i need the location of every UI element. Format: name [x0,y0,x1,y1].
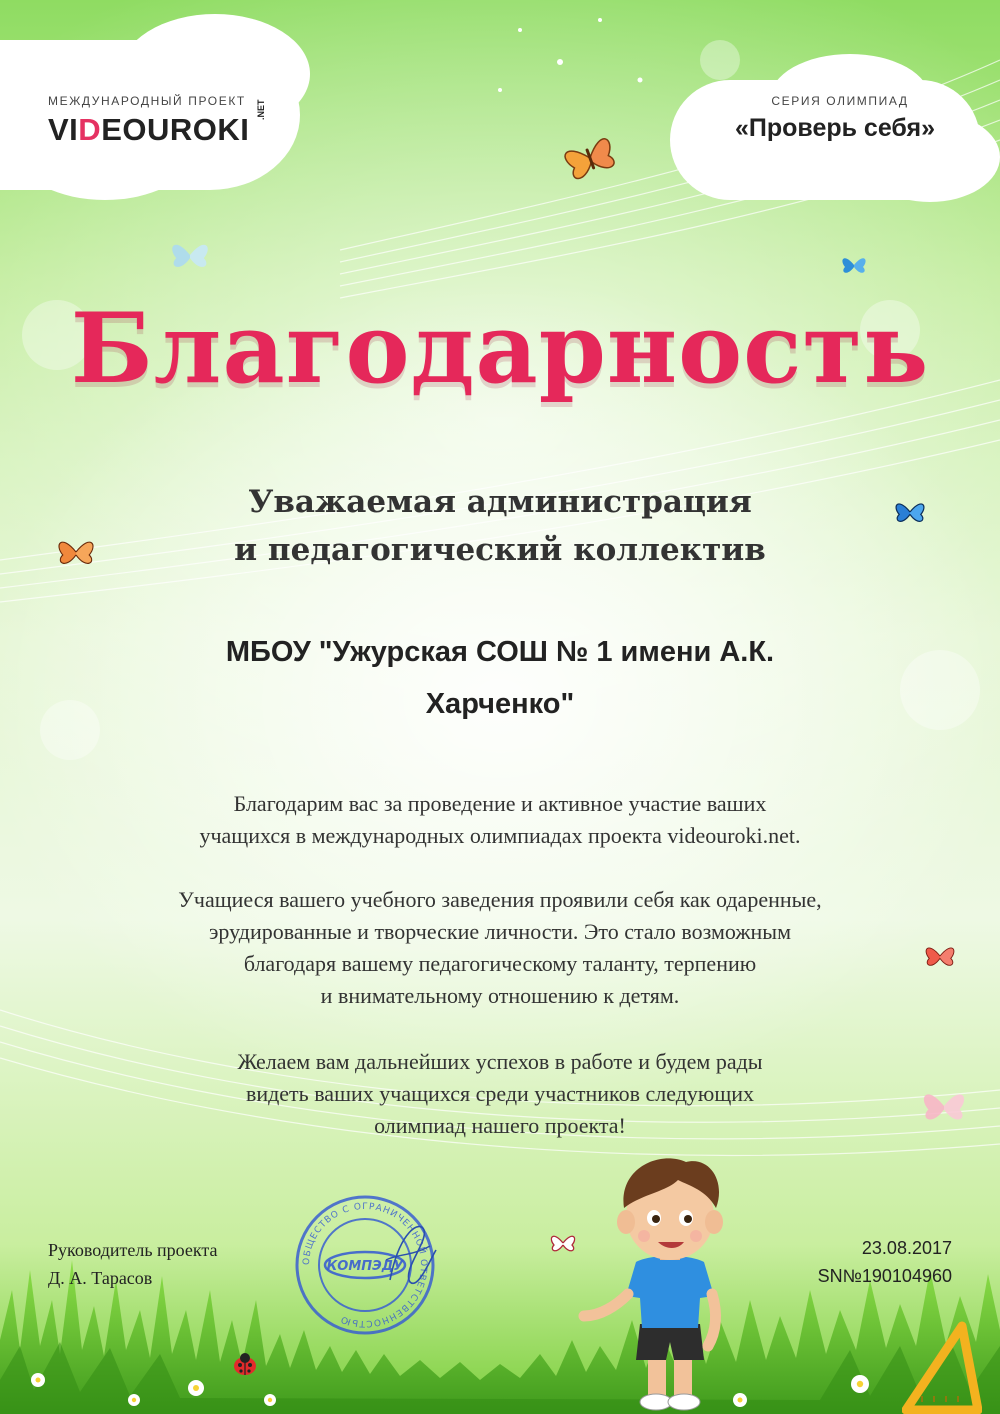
greeting [0,478,1000,574]
ruler-icon [902,1318,982,1414]
videouroki-logo [48,112,249,152]
paragraph-line: Желаем вам дальнейших успехов в работе и будем рады [237,1049,763,1074]
paragraph-line: Учащиеся вашего учебного заведения проявили себя как одаренные, [178,887,822,912]
wishes-paragraph [70,1046,930,1142]
paragraph-line: и внимательному отношению к детям. [320,983,680,1008]
paragraph-line: олимпиад нашего проекта! [374,1113,626,1138]
school-name-line: МБОУ "Ужурская СОШ № 1 имени А.К. [225,636,775,668]
signer-name: Д. А. Тарасов [48,1268,153,1288]
project-label: МЕЖДУНАРОДНЫЙ ПРОЕКТ [48,94,246,108]
signer-role: Руководитель проекта [48,1240,218,1260]
paragraph-line: учащихся в международных олимпиадах проекта videouroki.net. [199,823,801,848]
certificate-title: Благодарность [70,292,930,405]
butterfly-icon [838,250,870,280]
school-name-line: Харченко" [425,688,575,720]
paragraph-line: благодаря вашему педагогическому таланту, терпению [243,951,757,976]
butterfly-icon [560,128,620,188]
praise-paragraph [70,884,930,1012]
stamp-seal [290,1190,440,1340]
boy-illustration [570,1146,770,1414]
series-label: СЕРИЯ ОЛИМПИАД [771,94,909,108]
series-name: «Проверь себя» [734,114,936,142]
greeting-line: и педагогический коллектив [234,532,766,568]
paragraph-line: эрудированные и творческие личности. Это стало возможным [208,919,792,944]
ladybug-icon [230,1352,260,1376]
logo-suffix: .NET [256,99,266,120]
thanks-paragraph [70,788,930,852]
school-name [150,626,850,730]
paragraph-line: Благодарим вас за проведение и активное участие ваших [233,791,767,816]
issue-date: 23.08.2017 [861,1238,952,1258]
greeting-line: Уважаемая администрация [248,484,752,520]
signer-block [48,1236,217,1292]
logo-accent-letter: D [78,112,102,147]
serial-number: SN№190104960 [817,1266,952,1286]
stamp-ring-text: ОБЩЕСТВО С ОГРАНИЧЕННОЙ ОТВЕТСТВЕННОСТЬЮ [301,1201,429,1329]
stamp-center-text: КОМПЭДУ [326,1259,404,1274]
date-serial-block [740,1234,952,1290]
paragraph-line: видеть ваших учащихся среди участников следующих [245,1081,755,1106]
butterfly-icon [166,232,214,278]
logo-text: VIDEOUROKI [48,112,250,147]
